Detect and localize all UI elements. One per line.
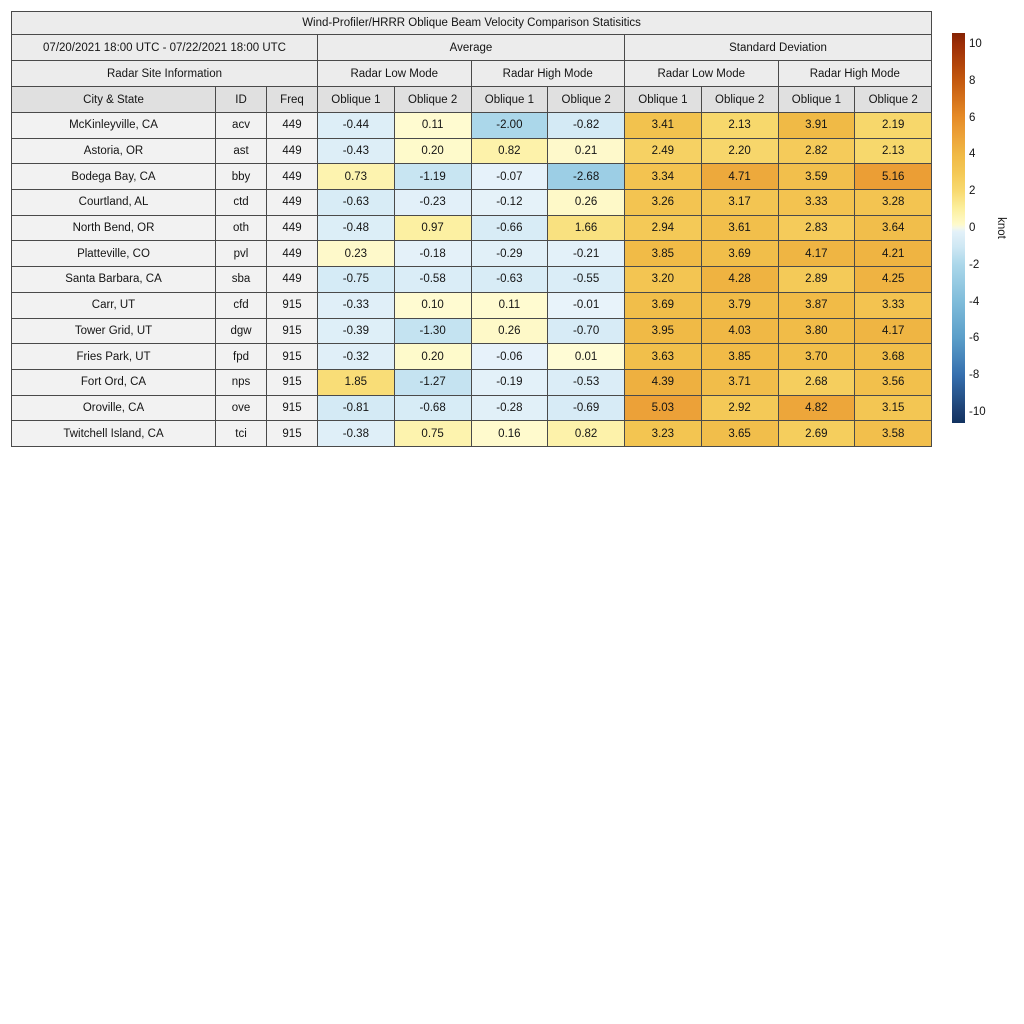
value-cell: 0.21 [548,138,625,164]
value-cell: -1.30 [394,318,471,344]
value-cell: 4.71 [701,164,778,190]
value-cell: 2.94 [625,215,702,241]
value-cell: 3.41 [625,113,702,139]
value-cell: 0.16 [471,421,548,447]
id-cell: dgw [216,318,267,344]
value-cell: 1.85 [318,369,395,395]
value-cell: 0.20 [394,138,471,164]
value-cell: 4.17 [855,318,932,344]
table-row [12,344,932,370]
table-row [12,190,932,216]
value-cell: -0.53 [548,369,625,395]
value-cell: -0.66 [471,215,548,241]
col-oblique: Oblique 1 [471,87,548,113]
col-city-state: City & State [12,87,216,113]
freq-cell: 915 [267,421,318,447]
colorbar-tick-label: 10 [969,38,982,51]
table-row [12,164,932,190]
value-cell: 5.16 [855,164,932,190]
value-cell: 3.61 [701,215,778,241]
colorbar-tick-label: -4 [969,295,980,308]
city-cell: Astoria, OR [12,138,216,164]
value-cell: -0.29 [471,241,548,267]
freq-cell: 449 [267,190,318,216]
city-cell: Platteville, CO [12,241,216,267]
value-cell: -0.75 [318,267,395,293]
value-cell: 2.13 [855,138,932,164]
value-cell: 4.17 [778,241,855,267]
value-cell: 3.33 [778,190,855,216]
id-cell: fpd [216,344,267,370]
value-cell: 4.03 [701,318,778,344]
freq-cell: 915 [267,318,318,344]
table-row [12,318,932,344]
value-cell: 2.68 [778,369,855,395]
id-cell: oth [216,215,267,241]
value-cell: 3.85 [701,344,778,370]
value-cell: -0.44 [318,113,395,139]
value-cell: 4.82 [778,395,855,421]
id-cell: nps [216,369,267,395]
city-cell: North Bend, OR [12,215,216,241]
value-cell: 2.69 [778,421,855,447]
value-cell: 0.11 [471,292,548,318]
value-cell: 3.69 [625,292,702,318]
value-cell: 3.70 [778,344,855,370]
value-cell: 3.15 [855,395,932,421]
value-cell: 2.19 [855,113,932,139]
freq-cell: 449 [267,164,318,190]
value-cell: -0.68 [394,395,471,421]
value-cell: -0.06 [471,344,548,370]
colorbar-tick-label: -6 [969,332,980,345]
value-cell: 2.89 [778,267,855,293]
id-cell: ctd [216,190,267,216]
table-row [12,421,932,447]
freq-cell: 449 [267,113,318,139]
value-cell: 4.28 [701,267,778,293]
table-row [12,215,932,241]
freq-cell: 449 [267,215,318,241]
value-cell: -0.63 [471,267,548,293]
colorbar [952,33,965,423]
value-cell: -0.69 [548,395,625,421]
std-low-mode-header: Radar Low Mode [625,61,779,87]
value-cell: 3.91 [778,113,855,139]
value-cell: 3.58 [855,421,932,447]
value-cell: -0.63 [318,190,395,216]
avg-low-mode-header: Radar Low Mode [318,61,472,87]
value-cell: -0.23 [394,190,471,216]
freq-cell: 915 [267,344,318,370]
city-cell: McKinleyville, CA [12,113,216,139]
value-cell: 3.79 [701,292,778,318]
date-range: 07/20/2021 18:00 UTC - 07/22/2021 18:00 UTC [12,35,318,61]
city-cell: Carr, UT [12,292,216,318]
value-cell: -0.70 [548,318,625,344]
value-cell: 0.82 [548,421,625,447]
colorbar-tick-label: 6 [969,111,976,124]
value-cell: 3.71 [701,369,778,395]
value-cell: -0.48 [318,215,395,241]
value-cell: 3.65 [701,421,778,447]
value-cell: 3.95 [625,318,702,344]
value-cell: 3.26 [625,190,702,216]
table-row [12,241,932,267]
value-cell: -0.43 [318,138,395,164]
value-cell: -2.00 [471,113,548,139]
table-row [12,395,932,421]
value-cell: 4.21 [855,241,932,267]
id-cell: ast [216,138,267,164]
col-oblique: Oblique 2 [394,87,471,113]
colorbar-tick-label: -8 [969,369,980,382]
colorbar-unit-label: knot [995,217,1007,239]
value-cell: 0.26 [471,318,548,344]
freq-cell: 449 [267,241,318,267]
city-cell: Fort Ord, CA [12,369,216,395]
value-cell: 2.49 [625,138,702,164]
value-cell: 0.97 [394,215,471,241]
value-cell: 3.69 [701,241,778,267]
value-cell: -0.39 [318,318,395,344]
col-freq: Freq [267,87,318,113]
value-cell: -0.58 [394,267,471,293]
value-cell: -0.38 [318,421,395,447]
value-cell: -0.12 [471,190,548,216]
value-cell: 2.83 [778,215,855,241]
value-cell: -0.55 [548,267,625,293]
value-cell: 0.01 [548,344,625,370]
value-cell: 2.13 [701,113,778,139]
value-cell: 2.92 [701,395,778,421]
id-cell: cfd [216,292,267,318]
value-cell: 0.26 [548,190,625,216]
value-cell: -0.21 [548,241,625,267]
value-cell: 0.20 [394,344,471,370]
value-cell: 5.03 [625,395,702,421]
column-header-row [12,87,932,113]
value-cell: 4.39 [625,369,702,395]
group-average: Average [318,35,625,61]
site-info-header: Radar Site Information [12,61,318,87]
value-cell: -0.28 [471,395,548,421]
id-cell: ove [216,395,267,421]
stats-table [11,11,932,447]
value-cell: 3.34 [625,164,702,190]
value-cell: -1.27 [394,369,471,395]
table-row [12,267,932,293]
id-cell: bby [216,164,267,190]
id-cell: tci [216,421,267,447]
table-body [12,113,932,447]
value-cell: 3.28 [855,190,932,216]
table-row [12,292,932,318]
value-cell: 3.20 [625,267,702,293]
col-oblique: Oblique 2 [855,87,932,113]
freq-cell: 915 [267,292,318,318]
value-cell: -0.33 [318,292,395,318]
value-cell: 1.66 [548,215,625,241]
value-cell: 0.73 [318,164,395,190]
value-cell: -0.01 [548,292,625,318]
colorbar-tick-label: -10 [969,405,986,418]
value-cell: -1.19 [394,164,471,190]
value-cell: 2.82 [778,138,855,164]
table-row [12,138,932,164]
col-id: ID [216,87,267,113]
value-cell: 3.56 [855,369,932,395]
city-cell: Oroville, CA [12,395,216,421]
value-cell: 0.75 [394,421,471,447]
city-cell: Fries Park, UT [12,344,216,370]
value-cell: -0.32 [318,344,395,370]
freq-cell: 915 [267,395,318,421]
city-cell: Courtland, AL [12,190,216,216]
city-cell: Bodega Bay, CA [12,164,216,190]
avg-high-mode-header: Radar High Mode [471,61,625,87]
freq-cell: 449 [267,138,318,164]
id-cell: acv [216,113,267,139]
value-cell: 3.23 [625,421,702,447]
value-cell: 3.33 [855,292,932,318]
city-cell: Tower Grid, UT [12,318,216,344]
value-cell: 3.85 [625,241,702,267]
std-high-mode-header: Radar High Mode [778,61,932,87]
city-cell: Santa Barbara, CA [12,267,216,293]
value-cell: 0.23 [318,241,395,267]
value-cell: 4.25 [855,267,932,293]
value-cell: 3.87 [778,292,855,318]
id-cell: sba [216,267,267,293]
value-cell: -0.18 [394,241,471,267]
mode-header-row [12,61,932,87]
value-cell: 3.17 [701,190,778,216]
table-row [12,113,932,139]
value-cell: -0.82 [548,113,625,139]
city-cell: Twitchell Island, CA [12,421,216,447]
value-cell: 3.64 [855,215,932,241]
group-header-row [12,35,932,61]
value-cell: 3.63 [625,344,702,370]
title-row [12,12,932,35]
freq-cell: 449 [267,267,318,293]
value-cell: -0.07 [471,164,548,190]
table-row [12,369,932,395]
value-cell: -0.19 [471,369,548,395]
colorbar-tick-label: -2 [969,258,980,271]
value-cell: 2.20 [701,138,778,164]
id-cell: pvl [216,241,267,267]
value-cell: 3.80 [778,318,855,344]
value-cell: 3.59 [778,164,855,190]
colorbar-tick-label: 4 [969,148,976,161]
group-standard-deviation: Standard Deviation [625,35,932,61]
col-oblique: Oblique 2 [701,87,778,113]
col-oblique: Oblique 2 [548,87,625,113]
value-cell: -0.81 [318,395,395,421]
freq-cell: 915 [267,369,318,395]
value-cell: -2.68 [548,164,625,190]
colorbar-tick-label: 8 [969,74,976,87]
value-cell: 3.68 [855,344,932,370]
value-cell: 0.11 [394,113,471,139]
colorbar-tick-label: 2 [969,185,976,198]
col-oblique: Oblique 1 [778,87,855,113]
col-oblique: Oblique 1 [625,87,702,113]
col-oblique: Oblique 1 [318,87,395,113]
value-cell: 0.10 [394,292,471,318]
table-title: Wind-Profiler/HRRR Oblique Beam Velocity Comparison Statisitics [12,12,932,35]
colorbar-tick-label: 0 [969,222,976,234]
value-cell: 0.82 [471,138,548,164]
